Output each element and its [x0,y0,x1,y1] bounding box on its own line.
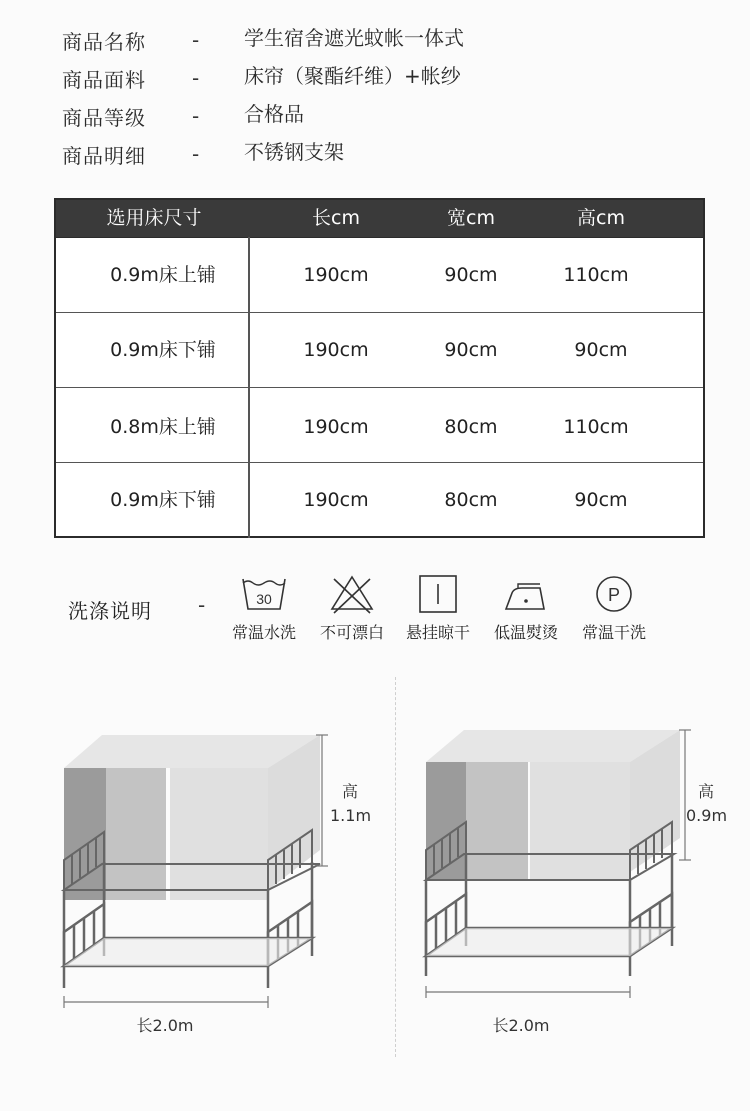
wash-item [484,573,568,643]
table-cell: 80cm [444,416,498,438]
wash-item-label: 常温干洗 [581,623,646,642]
wash-item-label: 低温熨烫 [493,623,558,642]
table-header-cell: 选用床尺寸 [106,207,202,229]
curtain-panel-mid [466,762,528,880]
info-value: 学生宿舍遮光蚊帐一体式 [244,26,464,50]
wash-item [572,573,656,643]
height-label [330,782,370,826]
no-bleach-icon [326,573,378,615]
dry-clean-p-icon [588,573,640,615]
washing-label: 洗涤说明 [68,599,152,623]
wash-30-icon [238,573,290,615]
table-cell: 90cm [444,264,498,286]
upper-bunk-illustration [40,720,380,1030]
length-dimension [64,996,268,1008]
curtain-panel-dark [426,762,466,880]
table-cell: 0.9m床下铺 [110,339,216,361]
info-value: 床帘（聚酯纤维）+帐纱 [244,64,461,88]
info-separator: - [192,104,200,128]
table-header-cell: 宽cm [447,207,495,229]
wash-item-label: 悬挂晾干 [405,623,470,642]
length-dimension [426,986,630,998]
table-cell: 0.9m床下铺 [110,489,216,511]
wash-temp-text: 30 [256,591,272,607]
column-divider [248,237,250,538]
info-row-name [62,26,702,64]
washing-instructions [0,565,750,655]
height-label-text: 高 [341,782,358,801]
table-cell: 110cm [563,264,629,286]
info-label: 商品面料 [62,68,146,92]
table-row [56,312,703,387]
info-separator: - [192,142,200,166]
table-cell: 110cm [563,416,629,438]
low-iron-icon [500,573,552,615]
table-header [56,200,703,237]
height-label-text: 高 [697,782,714,801]
info-value: 合格品 [244,102,304,126]
height-value: 0.9m [686,806,728,825]
table-cell: 0.8m床上铺 [110,416,216,438]
table-row [56,462,703,537]
info-label: 商品明细 [62,144,146,168]
curtain-panel-light [170,768,268,900]
wash-item [222,573,306,643]
info-row-fabric [62,64,702,102]
table-header-cell: 长cm [312,207,360,229]
lower-bunk-illustration [402,720,742,1020]
table-cell: 0.9m床上铺 [110,264,216,286]
table-cell: 90cm [574,489,628,511]
wash-item-label: 不可漂白 [319,623,384,642]
size-table [54,198,705,538]
table-header-cell: 高cm [577,207,625,229]
table-cell: 190cm [303,264,369,286]
height-value: 1.1m [330,806,372,825]
washing-separator: - [198,593,206,617]
hang-dry-icon [412,573,464,615]
info-label: 商品名称 [62,30,146,54]
length-label: 长2.0m [136,1016,194,1035]
table-cell: 190cm [303,489,369,511]
info-row-grade [62,102,702,140]
table-cell: 90cm [574,339,628,361]
info-separator: - [192,66,200,90]
curtain-panel-mid [106,768,166,900]
length-label: 长2.0m [492,1016,550,1035]
table-row [56,387,703,465]
info-label: 商品等级 [62,106,146,130]
info-separator: - [192,28,200,52]
info-value: 不锈钢支架 [244,140,344,164]
wash-item [310,573,394,643]
table-cell: 190cm [303,416,369,438]
info-row-details [62,140,702,178]
table-cell: 90cm [444,339,498,361]
table-cell: 80cm [444,489,498,511]
wash-item-label: 常温水洗 [231,623,296,642]
product-info-list [62,26,702,178]
divider-line [395,677,396,1057]
curtain-panel-light [530,762,630,880]
table-cell: 190cm [303,339,369,361]
wash-item [396,573,480,643]
height-label [686,782,726,826]
table-row [56,237,703,312]
dry-clean-letter: P [607,585,621,605]
